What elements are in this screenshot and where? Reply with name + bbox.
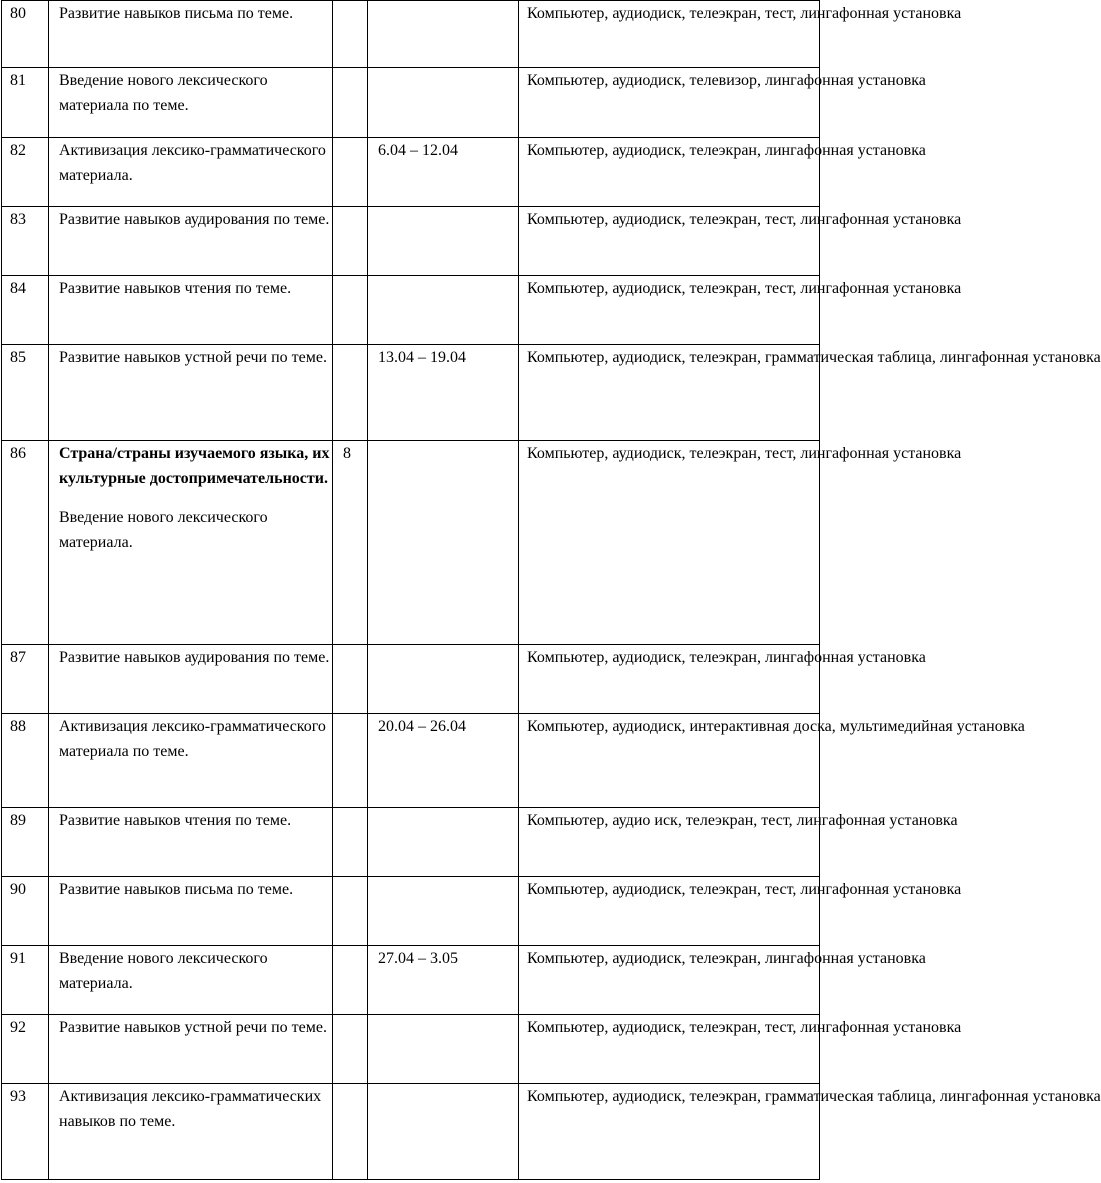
lesson-dates xyxy=(368,207,519,276)
lesson-topic: Развитие навыков чтения по теме. xyxy=(49,808,333,877)
table-row xyxy=(2,276,820,345)
lesson-dates xyxy=(368,808,519,877)
lesson-number: 81 xyxy=(2,68,49,138)
lesson-plan-table xyxy=(1,0,1101,1180)
section-title: Страна/страны изучаемого языка, их культурные достопримечательности. xyxy=(59,445,330,487)
lesson-equipment: Компьютер, аудиодиск, телеэкран, тест, лингафонная установка xyxy=(519,1015,820,1084)
lesson-dates xyxy=(368,645,519,714)
lesson-number: 83 xyxy=(2,207,49,276)
lesson-topic: Развитие навыков чтения по теме. xyxy=(49,276,333,345)
lesson-dates xyxy=(368,441,519,645)
lesson-dates xyxy=(368,1084,519,1180)
lesson-number: 93 xyxy=(2,1084,49,1180)
lesson-dates xyxy=(368,276,519,345)
table-row xyxy=(2,68,820,138)
lesson-hours xyxy=(333,1015,368,1084)
table-row xyxy=(2,808,820,877)
lesson-number: 85 xyxy=(2,345,49,441)
lesson-equipment: Компьютер, аудиодиск, телеэкран, тест, лингафонная установка xyxy=(519,276,820,345)
lesson-dates xyxy=(368,1015,519,1084)
lesson-number: 84 xyxy=(2,276,49,345)
lesson-number: 92 xyxy=(2,1015,49,1084)
date-range: 6.04 – 12.04 xyxy=(378,142,458,159)
lesson-dates xyxy=(368,946,519,1015)
lesson-topic: Активизация лексико-грамматического материала по теме. xyxy=(49,714,333,808)
lesson-hours: 8 xyxy=(333,441,368,645)
lesson-equipment: Компьютер, аудио иск, телеэкран, тест, лингафонная установка xyxy=(519,808,820,877)
lesson-hours xyxy=(333,276,368,345)
lesson-hours xyxy=(333,877,368,946)
table-row xyxy=(2,207,820,276)
lesson-hours xyxy=(333,68,368,138)
lesson-equipment: Компьютер, аудиодиск, телеэкран, тест, лингафонная установка xyxy=(519,441,820,645)
lesson-hours xyxy=(333,946,368,1015)
lesson-equipment: Компьютер, аудиодиск, телеэкран, лингафонная установка xyxy=(519,645,820,714)
table-row xyxy=(2,1084,820,1180)
lesson-hours xyxy=(333,645,368,714)
lesson-hours xyxy=(333,1084,368,1180)
table-row xyxy=(2,714,820,808)
lesson-dates xyxy=(368,138,519,207)
lesson-topic-text: Введение нового лексического материала. xyxy=(59,509,268,551)
lesson-equipment: Компьютер, аудиодиск, телеэкран, лингафонная установка xyxy=(519,946,820,1015)
lesson-number: 91 xyxy=(2,946,49,1015)
lesson-plan-body xyxy=(2,1,1101,1180)
date-range: 27.04 – 3.05 xyxy=(378,950,458,967)
lesson-hours xyxy=(333,714,368,808)
lesson-topic: Активизация лексико-грамматического материала. xyxy=(49,138,333,207)
table-row xyxy=(2,441,820,645)
lesson-equipment: Компьютер, аудиодиск, телеэкран, грамматическая таблица, лингафонная установка xyxy=(519,1084,820,1180)
lesson-topic: Развитие навыков аудирования по теме. xyxy=(49,207,333,276)
lesson-hours xyxy=(333,207,368,276)
lesson-equipment: Компьютер, аудиодиск, телеэкран, тест, лингафонная установка xyxy=(519,877,820,946)
lesson-topic: Активизация лексико-грамматических навыков по теме. xyxy=(49,1084,333,1180)
lesson-topic xyxy=(49,441,333,645)
lesson-number: 90 xyxy=(2,877,49,946)
lesson-equipment: Компьютер, аудиодиск, телевизор, лингафонная установка xyxy=(519,68,820,138)
table-row xyxy=(2,138,820,207)
lesson-dates xyxy=(368,345,519,441)
lesson-equipment: Компьютер, аудиодиск, телеэкран, тест, лингафонная установка xyxy=(519,1,820,68)
lesson-equipment: Компьютер, аудиодиск, телеэкран, лингафонная установка xyxy=(519,138,820,207)
lesson-topic: Развитие навыков письма по теме. xyxy=(49,1,333,68)
lesson-equipment: Компьютер, аудиодиск, интерактивная доска, мультимедийная установка xyxy=(519,714,820,808)
date-range: 20.04 – 26.04 xyxy=(378,718,466,735)
lesson-hours xyxy=(333,1,368,68)
lesson-equipment: Компьютер, аудиодиск, телеэкран, грамматическая таблица, лингафонная установка xyxy=(519,345,820,441)
lesson-number: 89 xyxy=(2,808,49,877)
lesson-dates xyxy=(368,68,519,138)
lesson-number: 80 xyxy=(2,1,49,68)
table-row xyxy=(2,645,820,714)
lesson-number: 86 xyxy=(2,441,49,645)
lesson-topic: Развитие навыков письма по теме. xyxy=(49,877,333,946)
lesson-hours xyxy=(333,808,368,877)
lesson-number: 87 xyxy=(2,645,49,714)
lesson-equipment: Компьютер, аудиодиск, телеэкран, тест, лингафонная установка xyxy=(519,207,820,276)
lesson-number: 82 xyxy=(2,138,49,207)
lesson-topic: Развитие навыков устной речи по теме. xyxy=(49,345,333,441)
lesson-topic: Развитие навыков устной речи по теме. xyxy=(49,1015,333,1084)
lesson-topic: Введение нового лексического материала. xyxy=(49,946,333,1015)
lesson-dates xyxy=(368,714,519,808)
date-range: 13.04 – 19.04 xyxy=(378,349,466,366)
lesson-topic: Развитие навыков аудирования по теме. xyxy=(49,645,333,714)
table-row xyxy=(2,946,820,1015)
table-row xyxy=(2,1015,820,1084)
lesson-hours xyxy=(333,345,368,441)
lesson-topic: Введение нового лексического материала по теме. xyxy=(49,68,333,138)
table-row xyxy=(2,1,820,68)
table-row xyxy=(2,877,820,946)
lesson-number: 88 xyxy=(2,714,49,808)
lesson-dates xyxy=(368,1,519,68)
lesson-hours xyxy=(333,138,368,207)
table-row xyxy=(2,345,820,441)
lesson-dates xyxy=(368,877,519,946)
